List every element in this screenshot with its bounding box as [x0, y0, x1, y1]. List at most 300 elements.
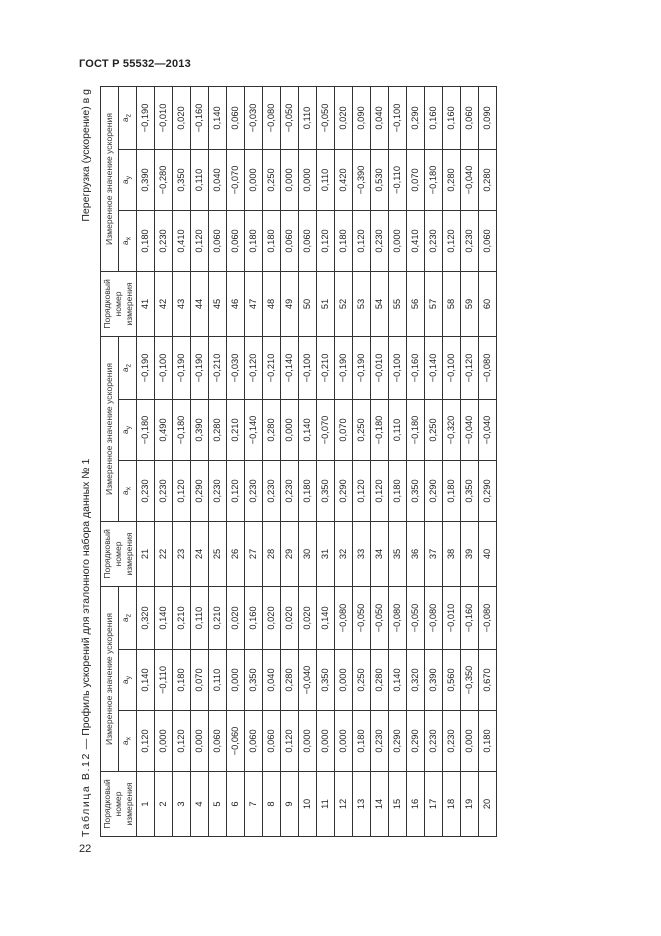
- header-axis-subscript: x: [125, 486, 133, 491]
- ax-value: 0,230: [155, 210, 173, 271]
- measurement-number: 56: [407, 271, 425, 336]
- ay-value: 0,000: [227, 650, 245, 711]
- header-row-axes: [119, 86, 137, 836]
- ay-value: 0,420: [335, 149, 353, 210]
- az-value: −0,030: [245, 86, 263, 149]
- measurement-number: 22: [155, 521, 173, 586]
- ax-value: 0,350: [317, 460, 335, 521]
- measurement-number: 55: [389, 271, 407, 336]
- measurement-number: 42: [155, 271, 173, 336]
- ax-value: 0,230: [443, 711, 461, 772]
- caption-row: [80, 77, 97, 837]
- ax-value: 0,180: [245, 210, 263, 271]
- ax-value: 0,000: [461, 711, 479, 772]
- measurement-number: 36: [407, 521, 425, 586]
- measurement-number: 21: [137, 521, 155, 586]
- ax-value: 0,120: [191, 210, 209, 271]
- measurement-number: 27: [245, 521, 263, 586]
- ay-value: 0,280: [209, 399, 227, 460]
- ay-value: 0,390: [425, 650, 443, 711]
- ax-value: 0,000: [155, 711, 173, 772]
- measurement-number: 19: [461, 772, 479, 837]
- az-value: −0,080: [263, 86, 281, 149]
- az-value: 0,140: [155, 586, 173, 649]
- ay-value: 0,280: [281, 650, 299, 711]
- ax-value: 0,000: [317, 711, 335, 772]
- ay-value: 0,140: [299, 399, 317, 460]
- ay-value: −0,140: [245, 399, 263, 460]
- rotated-table-block: [80, 77, 610, 837]
- az-value: −0,210: [317, 336, 335, 399]
- ax-value: 0,000: [191, 711, 209, 772]
- az-value: −0,010: [443, 586, 461, 649]
- az-value: −0,080: [389, 586, 407, 649]
- measurement-number: 40: [479, 521, 497, 586]
- table-row: [443, 86, 461, 836]
- ax-value: 0,230: [281, 460, 299, 521]
- measurement-number: 45: [209, 271, 227, 336]
- ax-value: 0,120: [281, 711, 299, 772]
- ay-value: 0,070: [191, 650, 209, 711]
- ax-value: 0,120: [371, 460, 389, 521]
- ax-value: 0,230: [425, 711, 443, 772]
- measurement-number: 30: [299, 521, 317, 586]
- header-axis-subscript: z: [125, 113, 133, 118]
- ax-value: 0,000: [335, 711, 353, 772]
- page-number: 22: [79, 843, 92, 855]
- ax-value: −0,060: [227, 711, 245, 772]
- measurement-number: 18: [443, 772, 461, 837]
- header-ax: [119, 210, 137, 271]
- measurement-number: 13: [353, 772, 371, 837]
- measurement-number: 16: [407, 772, 425, 837]
- ax-value: 0,230: [461, 210, 479, 271]
- az-value: 0,020: [173, 86, 191, 149]
- ax-value: 0,230: [263, 460, 281, 521]
- measurement-number: 34: [371, 521, 389, 586]
- ay-value: −0,040: [461, 399, 479, 460]
- header-ay: [119, 149, 137, 210]
- measurement-number: 20: [479, 772, 497, 837]
- ay-value: 0,490: [155, 399, 173, 460]
- header-axis-letter: a: [120, 490, 131, 496]
- measurement-number: 49: [281, 271, 299, 336]
- header-az: [119, 336, 137, 399]
- measurement-number: 59: [461, 271, 479, 336]
- ay-value: 0,390: [137, 149, 155, 210]
- header-measured-acceleration: Измеренное значение ускорения: [101, 586, 119, 771]
- ax-value: 0,180: [443, 460, 461, 521]
- ax-value: 0,290: [479, 460, 497, 521]
- az-value: −0,100: [443, 336, 461, 399]
- ay-value: 0,560: [443, 650, 461, 711]
- measurement-number: 54: [371, 271, 389, 336]
- measurement-number: 14: [371, 772, 389, 837]
- ax-value: 0,410: [407, 210, 425, 271]
- az-value: 0,290: [407, 86, 425, 149]
- ay-value: −0,040: [461, 149, 479, 210]
- header-measurement-number: Порядковый номер измерения: [101, 772, 137, 837]
- az-value: −0,010: [155, 86, 173, 149]
- table-row: [191, 86, 209, 836]
- measurement-number: 37: [425, 521, 443, 586]
- table-row: [353, 86, 371, 836]
- table-row: [317, 86, 335, 836]
- header-row-main: [101, 86, 119, 836]
- ay-value: 0,000: [281, 149, 299, 210]
- az-value: −0,140: [281, 336, 299, 399]
- measurement-number: 32: [335, 521, 353, 586]
- ay-value: 0,670: [479, 650, 497, 711]
- ay-value: 0,000: [281, 399, 299, 460]
- az-value: 0,320: [137, 586, 155, 649]
- header-axis-letter: a: [120, 240, 131, 246]
- ax-value: 0,290: [335, 460, 353, 521]
- measurement-number: 25: [209, 521, 227, 586]
- ax-value: 0,180: [137, 210, 155, 271]
- ax-value: 0,000: [299, 711, 317, 772]
- ay-value: 0,280: [443, 149, 461, 210]
- ay-value: 0,000: [245, 149, 263, 210]
- ax-value: 0,120: [353, 460, 371, 521]
- ax-value: 0,180: [389, 460, 407, 521]
- ax-value: 0,060: [245, 711, 263, 772]
- ax-value: 0,060: [299, 210, 317, 271]
- ay-value: −0,110: [155, 650, 173, 711]
- table-caption: [80, 459, 92, 837]
- az-value: 0,090: [353, 86, 371, 149]
- az-value: −0,140: [425, 336, 443, 399]
- measurement-number: 28: [263, 521, 281, 586]
- ay-value: −0,180: [173, 399, 191, 460]
- ax-value: 0,410: [173, 210, 191, 271]
- ax-value: 0,230: [209, 460, 227, 521]
- table-row: [335, 86, 353, 836]
- table-row: [209, 86, 227, 836]
- ay-value: 0,180: [173, 650, 191, 711]
- az-value: −0,160: [407, 336, 425, 399]
- ay-value: 0,530: [371, 149, 389, 210]
- measurement-number: 57: [425, 271, 443, 336]
- az-value: 0,090: [479, 86, 497, 149]
- table-row: [173, 86, 191, 836]
- ax-value: 0,120: [173, 460, 191, 521]
- header-axis-subscript: x: [125, 736, 133, 741]
- az-value: −0,190: [137, 336, 155, 399]
- measurement-number: 35: [389, 521, 407, 586]
- header-ay: [119, 650, 137, 711]
- ay-value: 0,250: [263, 149, 281, 210]
- ax-value: 0,060: [209, 711, 227, 772]
- ay-value: 0,110: [389, 399, 407, 460]
- measurement-number: 39: [461, 521, 479, 586]
- measurement-number: 52: [335, 271, 353, 336]
- az-value: 0,160: [245, 586, 263, 649]
- az-value: −0,080: [479, 336, 497, 399]
- table-row: [479, 86, 497, 836]
- ax-value: 0,290: [425, 460, 443, 521]
- ay-value: 0,350: [173, 149, 191, 210]
- ax-value: 0,060: [209, 210, 227, 271]
- ay-value: 0,390: [191, 399, 209, 460]
- table-row: [461, 86, 479, 836]
- header-az: [119, 86, 137, 149]
- az-value: −0,120: [245, 336, 263, 399]
- header-axis-letter: a: [120, 367, 131, 373]
- unit-note: Перегрузка (ускорение) в g: [80, 89, 92, 222]
- az-value: −0,190: [173, 336, 191, 399]
- ay-value: 0,250: [353, 399, 371, 460]
- measurement-number: 10: [299, 772, 317, 837]
- ax-value: 0,060: [227, 210, 245, 271]
- measurement-number: 7: [245, 772, 263, 837]
- header-axis-letter: a: [120, 679, 131, 685]
- measurement-number: 3: [173, 772, 191, 837]
- ay-value: 0,280: [371, 650, 389, 711]
- ax-value: 0,060: [281, 210, 299, 271]
- az-value: −0,050: [317, 86, 335, 149]
- ax-value: 0,180: [335, 210, 353, 271]
- ay-value: 0,250: [425, 399, 443, 460]
- ax-value: 0,350: [461, 460, 479, 521]
- measurement-number: 8: [263, 772, 281, 837]
- ax-value: 0,120: [227, 460, 245, 521]
- ay-value: 0,280: [479, 149, 497, 210]
- header-axis-subscript: z: [125, 363, 133, 368]
- az-value: −0,190: [335, 336, 353, 399]
- ax-value: 0,120: [353, 210, 371, 271]
- measurement-number: 43: [173, 271, 191, 336]
- ax-value: 0,350: [407, 460, 425, 521]
- az-value: −0,190: [191, 336, 209, 399]
- measurement-number: 46: [227, 271, 245, 336]
- ax-value: 0,120: [317, 210, 335, 271]
- ay-value: 0,280: [263, 399, 281, 460]
- az-value: −0,190: [137, 86, 155, 149]
- ax-value: 0,230: [155, 460, 173, 521]
- measurement-number: 1: [137, 772, 155, 837]
- table-row: [263, 86, 281, 836]
- ax-value: 0,120: [137, 711, 155, 772]
- measurement-number: 60: [479, 271, 497, 336]
- header-axis-letter: a: [120, 740, 131, 746]
- az-value: −0,160: [191, 86, 209, 149]
- ay-value: −0,320: [443, 399, 461, 460]
- az-value: −0,100: [299, 336, 317, 399]
- ax-value: 0,180: [299, 460, 317, 521]
- ay-value: −0,280: [155, 149, 173, 210]
- measurement-number: 44: [191, 271, 209, 336]
- ay-value: 0,000: [299, 149, 317, 210]
- table-row: [425, 86, 443, 836]
- ax-value: 0,000: [389, 210, 407, 271]
- ax-value: 0,180: [353, 711, 371, 772]
- az-value: 0,020: [227, 586, 245, 649]
- table-row: [299, 86, 317, 836]
- ay-value: −0,180: [407, 399, 425, 460]
- ay-value: −0,390: [353, 149, 371, 210]
- header-ax: [119, 460, 137, 521]
- ay-value: 0,040: [209, 149, 227, 210]
- az-value: −0,210: [263, 336, 281, 399]
- az-value: 0,160: [443, 86, 461, 149]
- ax-value: 0,230: [371, 210, 389, 271]
- az-value: 0,020: [281, 586, 299, 649]
- table-caption-text: — Профиль ускорений для эталонного набора данных № 1: [80, 458, 92, 753]
- az-value: −0,190: [353, 336, 371, 399]
- ax-value: 0,290: [389, 711, 407, 772]
- header-axis-subscript: x: [125, 236, 133, 241]
- ay-value: −0,180: [425, 149, 443, 210]
- az-value: 0,140: [209, 86, 227, 149]
- measurement-number: 38: [443, 521, 461, 586]
- ax-value: 0,230: [137, 460, 155, 521]
- az-value: 0,040: [371, 86, 389, 149]
- measurement-number: 48: [263, 271, 281, 336]
- measurement-number: 26: [227, 521, 245, 586]
- standard-header: ГОСТ Р 55532—2013: [79, 58, 191, 70]
- az-value: −0,010: [371, 336, 389, 399]
- measurement-number: 2: [155, 772, 173, 837]
- measurement-number: 9: [281, 772, 299, 837]
- az-value: −0,030: [227, 336, 245, 399]
- az-value: −0,210: [209, 336, 227, 399]
- ay-value: 0,350: [245, 650, 263, 711]
- az-value: −0,080: [425, 586, 443, 649]
- az-value: 0,060: [227, 86, 245, 149]
- ax-value: 0,180: [479, 711, 497, 772]
- az-value: 0,210: [209, 586, 227, 649]
- ay-value: −0,070: [317, 399, 335, 460]
- measurement-number: 5: [209, 772, 227, 837]
- header-measurement-number: Порядковый номер измерения: [101, 271, 137, 336]
- az-value: 0,020: [263, 586, 281, 649]
- az-value: 0,160: [425, 86, 443, 149]
- measurement-number: 51: [317, 271, 335, 336]
- az-value: −0,050: [281, 86, 299, 149]
- table-row: [137, 86, 155, 836]
- ay-value: 0,140: [389, 650, 407, 711]
- ax-value: 0,120: [173, 711, 191, 772]
- table-row: [245, 86, 263, 836]
- ay-value: 0,110: [209, 650, 227, 711]
- az-value: −0,160: [461, 586, 479, 649]
- az-value: 0,020: [335, 86, 353, 149]
- ax-value: 0,180: [263, 210, 281, 271]
- header-axis-letter: a: [120, 179, 131, 185]
- az-value: −0,050: [371, 586, 389, 649]
- measurement-number: 47: [245, 271, 263, 336]
- table-row: [281, 86, 299, 836]
- table-row: [227, 86, 245, 836]
- ay-value: 0,070: [407, 149, 425, 210]
- ay-value: −0,180: [371, 399, 389, 460]
- measurement-number: 50: [299, 271, 317, 336]
- az-value: −0,120: [461, 336, 479, 399]
- measurement-number: 33: [353, 521, 371, 586]
- measurement-number: 15: [389, 772, 407, 837]
- header-axis-subscript: y: [125, 175, 133, 180]
- measurement-number: 4: [191, 772, 209, 837]
- measurement-number: 41: [137, 271, 155, 336]
- measurement-number: 6: [227, 772, 245, 837]
- table-row: [389, 86, 407, 836]
- table-row: [407, 86, 425, 836]
- ay-value: 0,110: [317, 149, 335, 210]
- az-value: −0,100: [155, 336, 173, 399]
- az-value: −0,050: [407, 586, 425, 649]
- ax-value: 0,120: [443, 210, 461, 271]
- header-axis-letter: a: [120, 429, 131, 435]
- ay-value: −0,180: [137, 399, 155, 460]
- header-axis-letter: a: [120, 117, 131, 123]
- az-value: 0,210: [173, 586, 191, 649]
- header-ax: [119, 711, 137, 772]
- header-measured-acceleration: Измеренное значение ускорения: [101, 336, 119, 521]
- az-value: −0,100: [389, 336, 407, 399]
- ax-value: 0,290: [191, 460, 209, 521]
- az-value: −0,100: [389, 86, 407, 149]
- ay-value: 0,000: [335, 650, 353, 711]
- ay-value: 0,350: [317, 650, 335, 711]
- measurement-number: 58: [443, 271, 461, 336]
- ay-value: −0,110: [389, 149, 407, 210]
- measurement-number: 23: [173, 521, 191, 586]
- az-value: −0,080: [479, 586, 497, 649]
- az-value: −0,050: [353, 586, 371, 649]
- ay-value: 0,250: [353, 650, 371, 711]
- ax-value: 0,060: [479, 210, 497, 271]
- acceleration-table: [100, 86, 497, 837]
- az-value: 0,140: [317, 586, 335, 649]
- ax-value: 0,230: [371, 711, 389, 772]
- measurement-number: 24: [191, 521, 209, 586]
- ay-value: 0,210: [227, 399, 245, 460]
- measurement-number: 29: [281, 521, 299, 586]
- ay-value: 0,110: [191, 149, 209, 210]
- ay-value: −0,040: [299, 650, 317, 711]
- header-measured-acceleration: Измеренное значение ускорения: [101, 86, 119, 271]
- header-measurement-number: Порядковый номер измерения: [101, 521, 137, 586]
- ax-value: 0,230: [425, 210, 443, 271]
- az-value: 0,110: [299, 86, 317, 149]
- ay-value: −0,040: [479, 399, 497, 460]
- measurement-number: 12: [335, 772, 353, 837]
- header-axis-letter: a: [120, 617, 131, 623]
- header-axis-subscript: z: [125, 613, 133, 618]
- header-axis-subscript: y: [125, 425, 133, 430]
- header-az: [119, 586, 137, 649]
- az-value: 0,110: [191, 586, 209, 649]
- az-value: 0,060: [461, 86, 479, 149]
- ay-value: 0,140: [137, 650, 155, 711]
- header-ay: [119, 399, 137, 460]
- ay-value: −0,070: [227, 149, 245, 210]
- ax-value: 0,290: [407, 711, 425, 772]
- az-value: −0,080: [335, 586, 353, 649]
- ay-value: 0,070: [335, 399, 353, 460]
- ay-value: 0,320: [407, 650, 425, 711]
- table-row: [371, 86, 389, 836]
- measurement-number: 31: [317, 521, 335, 586]
- ax-value: 0,230: [245, 460, 263, 521]
- measurement-number: 11: [317, 772, 335, 837]
- ay-value: −0,350: [461, 650, 479, 711]
- table-caption-label: Таблица В.12: [80, 752, 92, 837]
- table-row: [155, 86, 173, 836]
- az-value: 0,020: [299, 586, 317, 649]
- header-axis-subscript: y: [125, 675, 133, 680]
